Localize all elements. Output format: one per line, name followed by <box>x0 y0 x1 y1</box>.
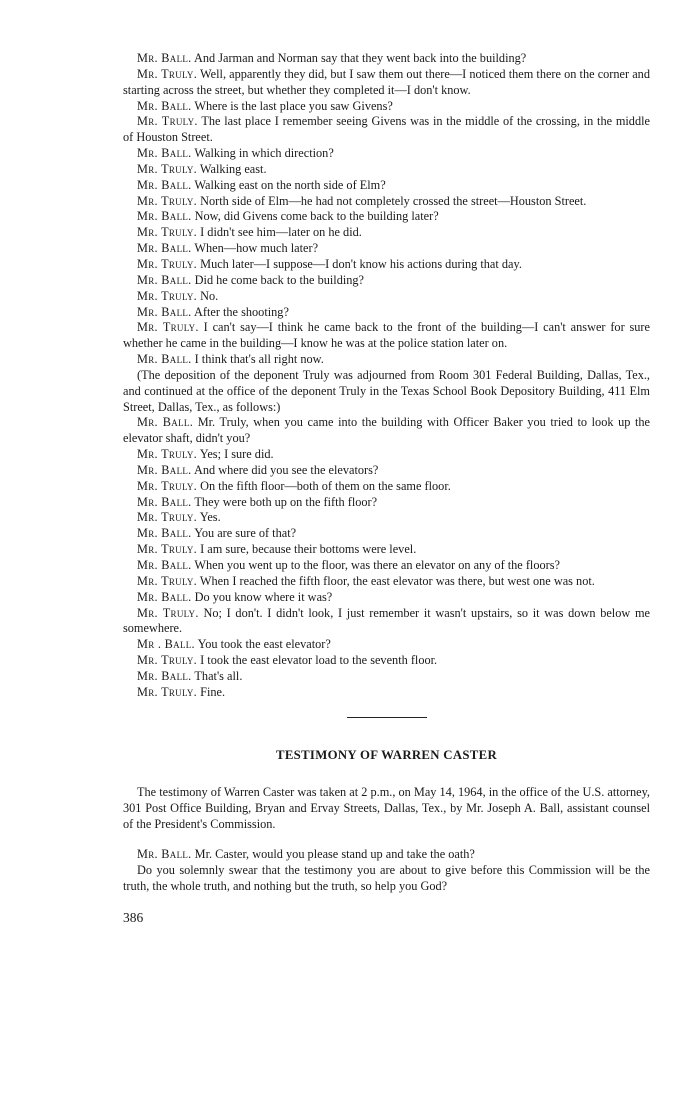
dialogue-line <box>123 352 650 368</box>
speech-text: North side of Elm—he had not completely crossed the street—Houston Street. <box>200 193 587 208</box>
speaker-name: Mr. Truly. <box>137 193 198 208</box>
speaker-name: Mr. Ball. <box>137 526 192 541</box>
speech-text: That's all. <box>194 668 243 683</box>
speech-text: Where is the last place you saw Givens? <box>194 98 393 113</box>
speaker-name: Mr. Truly. <box>137 653 198 668</box>
speaker-name: Mr. Ball. <box>137 209 192 224</box>
speaker-name: Mr. Truly. <box>137 114 198 129</box>
paragraph-gap <box>123 833 650 847</box>
dialogue-line <box>123 257 650 273</box>
speaker-name: Mr. Ball. <box>137 51 192 65</box>
dialogue-line <box>123 590 650 606</box>
dialogue-line <box>123 415 650 447</box>
dialogue-line <box>123 495 650 511</box>
dialogue-line <box>123 51 650 67</box>
speech-text: They were both up on the fifth floor? <box>194 494 378 509</box>
speech-text: You are sure of that? <box>194 526 297 541</box>
dialogue-line <box>123 273 650 289</box>
dialogue-line <box>123 178 650 194</box>
speech-text: Mr. Caster, would you please stand up and take the oath? <box>194 846 475 861</box>
dialogue-line <box>123 606 650 638</box>
dialogue-line <box>123 558 650 574</box>
speech-text: I think that's all right now. <box>194 352 324 367</box>
speech-text: And where did you see the elevators? <box>193 462 379 477</box>
speaker-name: Mr. Ball. <box>137 494 192 509</box>
dialogue-line <box>123 637 650 653</box>
speaker-name: Mr. Ball. <box>137 415 194 430</box>
speech-text: Yes. <box>199 510 221 525</box>
dialogue-line <box>123 209 650 225</box>
speaker-name: Mr. Truly. <box>137 66 198 81</box>
testimony-dialogue <box>123 847 650 895</box>
dialogue-line <box>123 510 650 526</box>
speech-text: (The deposition of the deponent Truly was adjourned from Room 301 Federal Building, Dallas, Tex., and continued at the office of the deponent Truly in the Texas School Book Depository Building, 411 Elm Street, Dallas, Tex., as follows:) <box>123 367 650 414</box>
speech-text: I am sure, because their bottoms were level. <box>200 542 417 557</box>
speaker-name: Mr. Ball. <box>137 98 192 113</box>
section-heading: TESTIMONY OF WARREN CASTER <box>276 747 497 762</box>
intro-paragraph: The testimony of Warren Caster was taken at 2 p.m., on May 14, 1964, in the office of the U.S. attorney, 301 Post Office Building, Bryan and Ervay Streets, Dallas, Tex., by Mr. Joseph A. Ball, assistant counsel of the President's Commission. <box>123 785 650 832</box>
speech-text: No; I don't. I didn't look, I just remember it wasn't upstairs, so it was down below me somewhere. <box>123 605 650 636</box>
dialogue-line <box>123 463 650 479</box>
speech-text: And Jarman and Norman say that they went back into the building? <box>193 51 527 65</box>
dialogue-line <box>123 479 650 495</box>
speaker-name: Mr. Ball. <box>137 558 192 572</box>
document-page <box>123 51 650 925</box>
speech-text: After the shooting? <box>193 304 289 319</box>
speech-text: When you went up to the floor, was there an elevator on any of the floors? <box>194 558 560 572</box>
speaker-name: Mr. Truly. <box>137 542 198 557</box>
dialogue-line <box>123 67 650 99</box>
dialogue-line <box>123 542 650 558</box>
dialogue-line <box>123 847 650 863</box>
speaker-name: Mr. Ball. <box>137 462 192 477</box>
dialogue-line <box>123 146 650 162</box>
speech-text: The last place I remember seeing Givens was in the middle of the crossing, in the middle of Houston Street. <box>123 114 650 145</box>
speaker-name: Mr. Ball. <box>137 304 192 319</box>
speech-text: Walking in which direction? <box>194 146 334 161</box>
speaker-name: Mr. Ball. <box>137 668 192 683</box>
dialogue-line <box>123 194 650 210</box>
speaker-name: Mr. Ball. <box>137 589 192 604</box>
speech-text: Walking east. <box>199 161 267 176</box>
dialogue-line <box>123 289 650 305</box>
speech-text: I can't say—I think he came back to the front of the building—I can't answer for sure whether he came in the building—I know he was at the police station later on. <box>123 320 650 351</box>
dialogue-line <box>123 162 650 178</box>
speaker-name: Mr . Ball. <box>137 637 195 652</box>
dialogue-line <box>123 305 650 321</box>
speech-text: You took the east elevator? <box>197 637 331 652</box>
speech-text: Do you solemnly swear that the testimony you are about to give before this Commission will be the truth, the whole truth, and nothing but the truth, so help you God? <box>123 862 650 893</box>
speech-text: Walking east on the north side of Elm? <box>194 177 386 192</box>
speaker-name: Mr. Ball. <box>137 272 192 287</box>
speech-text: Do you know where it was? <box>194 589 333 604</box>
page-number: 386 <box>123 909 144 925</box>
speaker-name: Mr. Truly. <box>137 684 198 699</box>
dialogue-line <box>123 863 650 895</box>
speaker-name: Mr. Truly. <box>137 225 198 240</box>
dialogue-line <box>123 574 650 590</box>
speaker-name: Mr. Truly. <box>137 447 198 462</box>
speaker-name: Mr. Truly. <box>137 605 199 620</box>
section-divider <box>347 717 427 718</box>
speaker-name: Mr. Ball. <box>137 846 192 861</box>
speech-text: On the fifth floor—both of them on the same floor. <box>200 478 451 493</box>
speaker-name: Mr. Truly. <box>137 320 199 335</box>
speech-text: Well, apparently they did, but I saw them out there—I noticed them there on the corner and starting across the street, but whether they completed it—I don't know. <box>123 66 650 97</box>
speaker-name: Mr. Truly. <box>137 510 198 525</box>
speech-text: Did he come back to the building? <box>194 272 365 287</box>
dialogue-line <box>123 669 650 685</box>
speaker-name: Mr. Truly. <box>137 161 198 176</box>
speaker-name: Mr. Ball. <box>137 241 192 256</box>
dialogue-line <box>123 114 650 146</box>
speech-text: Fine. <box>200 684 226 699</box>
speaker-name: Mr. Truly. <box>137 256 198 271</box>
speaker-name: Mr. Ball. <box>137 352 192 367</box>
dialogue-line <box>123 526 650 542</box>
speaker-name: Mr. Truly. <box>137 478 198 493</box>
dialogue-line <box>123 99 650 115</box>
dialogue-line <box>123 241 650 257</box>
dialogue-line <box>123 685 650 701</box>
dialogue-line <box>123 225 650 241</box>
speech-text: No. <box>200 288 219 303</box>
deposition-dialogue <box>123 51 650 701</box>
speaker-name: Mr. Ball. <box>137 177 192 192</box>
speech-text: Much later—I suppose—I don't know his actions during that day. <box>200 256 522 271</box>
speech-text: When I reached the fifth floor, the east elevator was there, but west one was not. <box>199 573 595 588</box>
dialogue-line <box>123 320 650 352</box>
speech-text: I took the east elevator load to the seventh floor. <box>200 653 438 668</box>
speech-text: Now, did Givens come back to the building later? <box>194 209 439 224</box>
speaker-name: Mr. Truly. <box>137 573 198 588</box>
dialogue-line <box>123 368 650 416</box>
speech-text: Mr. Truly, when you came into the building with Officer Baker you tried to look up the elevator shaft, didn't you? <box>123 415 651 446</box>
speaker-name: Mr. Truly. <box>137 288 198 303</box>
speaker-name: Mr. Ball. <box>137 146 192 161</box>
speech-text: When—how much later? <box>194 241 319 256</box>
dialogue-line <box>123 653 650 669</box>
dialogue-line <box>123 447 650 463</box>
speech-text: Yes; I sure did. <box>199 447 274 462</box>
speech-text: I didn't see him—later on he did. <box>200 225 362 240</box>
